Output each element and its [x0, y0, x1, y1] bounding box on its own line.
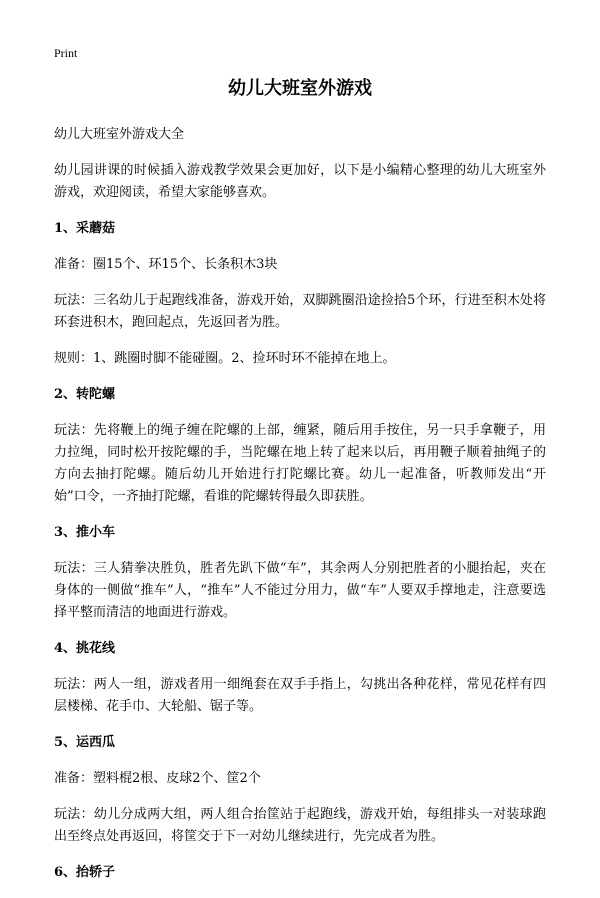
article-subtitle: 幼儿大班室外游戏大全	[54, 127, 185, 142]
intro-paragraph: 幼儿园讲课的时候插入游戏教学效果会更加好，以下是小编精心整理的幼儿大班室外游戏，欢迎阅读，希望大家能够喜欢。	[54, 163, 546, 200]
section-paragraph: 规则：1、跳圈时脚不能碰圈。2、捡环时环不能掉在地上。	[54, 351, 396, 366]
section-paragraph: 玩法：两人一组，游戏者用一细绳套在双手手指上，勾挑出各种花样，常见花样有四层楼梯、花手巾、大轮船、锯子等。	[54, 677, 546, 714]
section-paragraph: 玩法：三名幼儿于起跑线准备，游戏开始，双脚跳圈沿途捡拾5个环，行进至积木处将环套进积木，跑回起点，先返回者为胜。	[54, 293, 546, 330]
section-heading: 6、抬轿子	[54, 865, 116, 880]
section-heading: 3、推小车	[54, 525, 116, 540]
section-heading: 5、运西瓜	[54, 735, 116, 750]
section-heading: 1、采蘑菇	[54, 221, 116, 236]
section-paragraph: 准备：圈15个、环15个、长条积木3块	[54, 257, 278, 272]
page-title: 幼儿大班室外游戏	[228, 78, 372, 99]
section-heading: 4、挑花线	[54, 641, 116, 656]
section-paragraph: 玩法：先将鞭上的绳子缠在陀螺的上部，缠紧，随后用手按住，另一只手拿鞭子，用力拉绳，同时松开按陀螺的手，当陀螺在地上转了起来以后，再用鞭子顺着抽绳子的方向去抽打陀螺。随后幼儿开始进行打陀螺比赛。幼儿一起准备，听教师发出“开始”口令，一齐抽打陀螺，看谁的陀螺转得最久即获胜。	[54, 423, 546, 504]
section-paragraph: 玩法：幼儿分成两大组，两人组合抬筐站于起跑线，游戏开始，每组排头一对装球跑出至终点处再返回，将筐交于下一对幼儿继续进行，先完成者为胜。	[54, 807, 546, 844]
print-link[interactable]: Print	[54, 46, 78, 60]
section-paragraph: 玩法：三人猜拳决胜负，胜者先趴下做“车”，其余两人分别把胜者的小腿抬起，夹在身体的一侧做“推车”人，“推车”人不能过分用力，做“车”人要双手撑地走，注意要选择平整而清洁的地面进行游戏。	[54, 561, 546, 620]
article	[54, 76, 546, 898]
section-heading: 2、转陀螺	[54, 387, 116, 402]
section-paragraph: 准备：塑料棍2根、皮球2个、筐2个	[54, 771, 261, 786]
